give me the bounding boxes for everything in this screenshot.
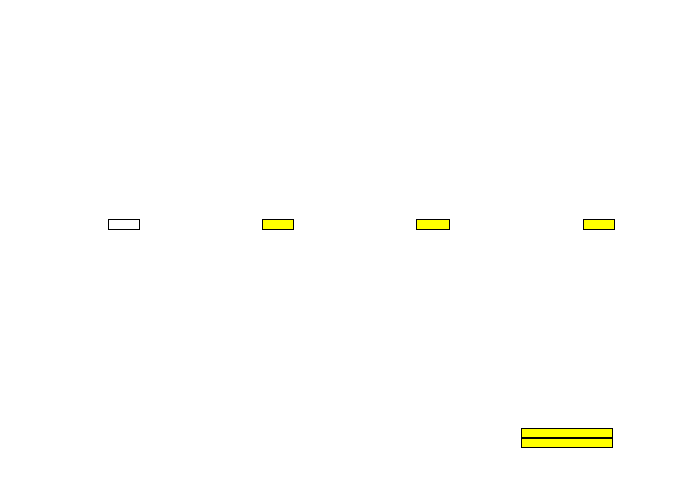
license-registration-fee <box>521 428 613 438</box>
total-24-count <box>108 219 140 230</box>
station-registration-fee <box>521 438 613 448</box>
total-ws53-count <box>416 219 450 230</box>
total-ws-count <box>262 219 294 230</box>
total-12g-count <box>583 219 615 230</box>
